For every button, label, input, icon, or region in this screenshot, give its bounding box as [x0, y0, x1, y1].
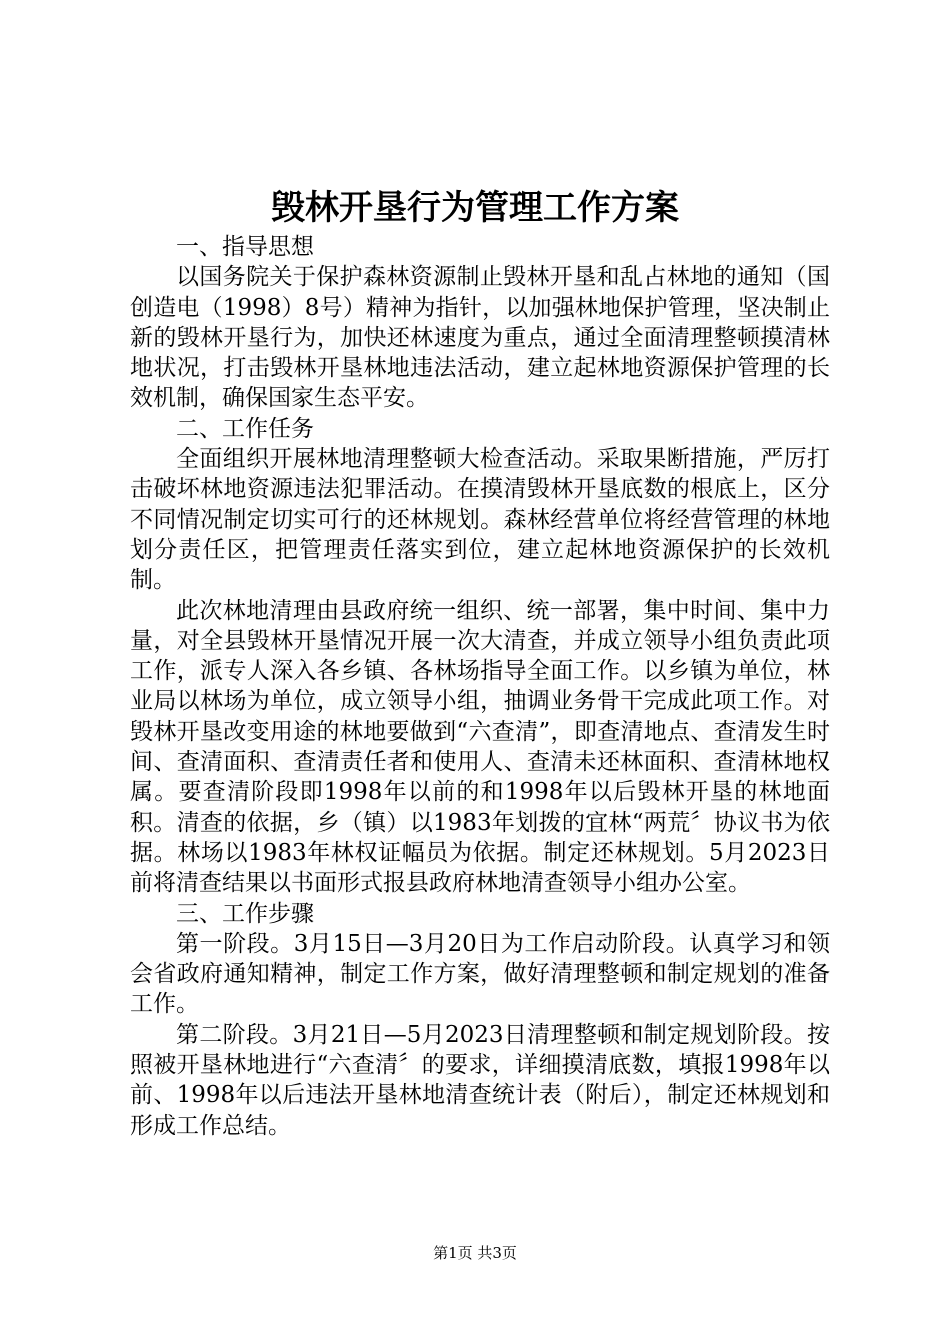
paragraph-phase-two: 第二阶段。3月21日—5月2023日清理整顿和制定规划阶段。按照被开垦林地进行“六查清〞的要求，详细摸清底数，填报1998年以前、1998年以后违法开垦林地清查统计表（附后），制定还林规划和形成工作总结。: [130, 1021, 830, 1139]
paragraph-cleanup-organization: 此次林地清理由县政府统一组织、统一部署，集中时间、集中力量，对全县毁林开垦情况开展一次大清查，并成立领导小组负责此项工作，派专人深入各乡镇、各林场指导全面工作。以乡镇为单位，林业局以林场为单位，成立领导小组，抽调业务骨干完成此项工作。对毁林开垦改变用途的林地要做到“六查清”，即查清地点、查清发生时间、查清面积、查清责任者和使用人、查清未还林面积、查清林地权属。要查清阶段即1998年以前的和1998年以后毁林开垦的林地面积。清查的依据，乡（镇）以1983年划拨的宜林“两荒〞协议书为依据。林场以1983年林权证幅员为依据。制定还林规划。5月2023日前将清查结果以书面形式报县政府林地清查领导小组办公室。: [130, 597, 830, 897]
document-title: 毁林开垦行为管理工作方案: [271, 188, 679, 228]
section-heading-2: 二、工作任务: [176, 415, 314, 442]
section-heading-3: 三、工作步骤: [176, 900, 314, 927]
page-number-footer: 第1页 共3页: [433, 1244, 517, 1262]
paragraph-guiding-ideology: 以国务院关于保护森林资源制止毁林开垦和乱占林地的通知（国创造电（1998）8号）精神为指针，以加强林地保护管理，坚决制止新的毁林开垦行为，加快还林速度为重点，通过全面清理整顿摸清林地状况，打击毁林开垦林地违法活动，建立起林地资源保护管理的长效机制，确保国家生态平安。: [130, 264, 830, 412]
section-heading-1: 一、指导思想: [176, 234, 314, 260]
paragraph-work-tasks: 全面组织开展林地清理整顿大检查活动。采取果断措施，严厉打击破坏林地资源违法犯罪活动。在摸清毁林开垦底数的根底上，区分不同情况制定切实可行的还林规划。森林经营单位将经营管理的林地划分责任区，把管理责任落实到位，建立起林地资源保护的长效机制。: [130, 446, 830, 594]
document-body: [130, 232, 830, 1141]
paragraph-phase-one: 第一阶段。3月15日—3月20日为工作启动阶段。认真学习和领会省政府通知精神，制定工作方案，做好清理整顿和制定规划的准备工作。: [130, 930, 830, 1018]
